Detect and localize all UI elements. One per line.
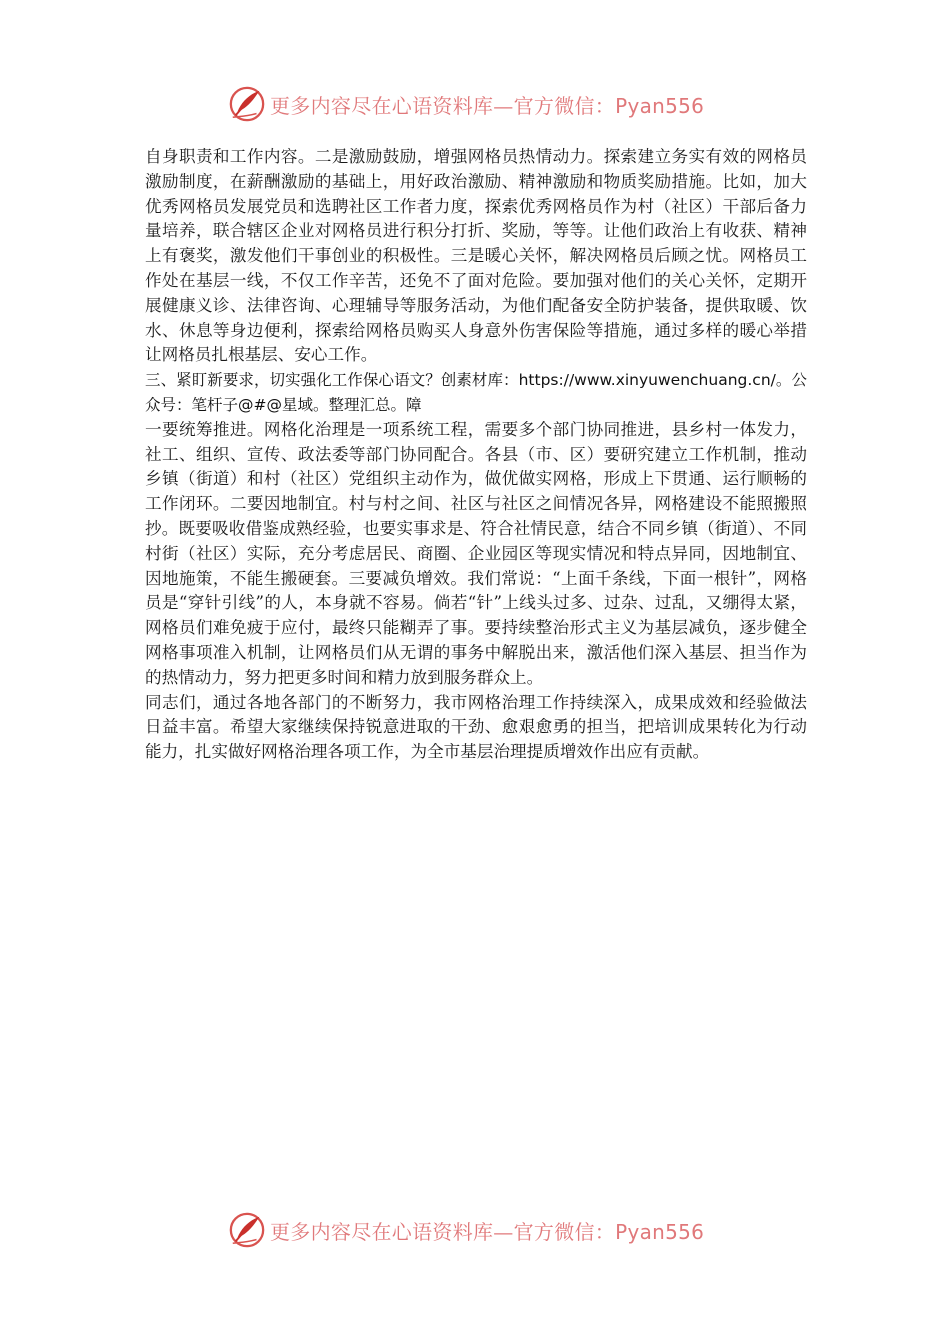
footer-banner (228, 1210, 748, 1250)
paragraph: 自身职责和工作内容。二是激励鼓励，增强网格员热情动力。探索建立务实有效的网格员激励制度，在薪酬激励的基础上，用好政治激励、精神激励和物质奖励措施。比如，加大优秀网格员发展党员和选聘社区工作者力度，探索优秀网格员作为村（社区）干部后备力量培养，联合辖区企业对网格员进行积分打折、奖励，等等。让他们政治上有收获、精神上有褒奖，激发他们干事创业的积极性。三是暖心关怀，解决网格员后顾之忧。网格员工作处在基层一线，不仅工作辛苦，还免不了面对危险。要加强对他们的关心关怀，定期开展健康义诊、法律咨询、心理辅导等服务活动，为他们配备安全防护装备，提供取暖、饮水、休息等身边便利，探索给网格员购买人身意外伤害保险等措施，通过多样的暖心举措让网格员扎根基层、安心工作。 (145, 147, 807, 365)
wechat-id: Pyan556 (615, 93, 705, 118)
paragraph: 同志们，通过各地各部门的不断努力，我市网格治理工作持续深入，成果成效和经验做法日益丰富。希望大家继续保持锐意进取的干劲、愈艰愈勇的担当，把培训成果转化为行动能力，扎实做好网格治理各项工作，为全市基层治理提质增效作出应有贡献。 (145, 692, 807, 762)
wechat-id: Pyan556 (615, 1219, 705, 1244)
paragraph: 一要统筹推进。网格化治理是一项系统工程，需要多个部门协同推进，县乡村一体发力，社工、组织、宣传、政法委等部门协同配合。各县（市、区）要研究建立工作机制，推动乡镇（街道）和村（社区）党组织主动作为，做优做实网格，形成上下贯通、运行顺畅的工作闭环。二要因地制宜。村与村之间、社区与社区之间情况各异，网格建设不能照搬照抄。既要吸收借鉴成熟经验，也要实事求是、符合社情民意，结合不同乡镇（街道）、不同村街（社区）实际，充分考虑居民、商圈、企业园区等现实情况和特点异同，因地制宜、因地施策，不能生搬硬套。三要减负增效。我们常说：“上面千条线，下面一根针”，网格员是“穿针引线”的人，本身就不容易。倘若“针”上线头过多、过杂、过乱，又绷得太紧，网格员们难免疲于应付，最终只能糊弄了事。要持续整治形式主义为基层减负，逐步健全网格事项准入机制，让网格员们从无谓的事务中解脱出来，激活他们深入基层、担当作为的热情动力，努力把更多时间和精力放到服务群众上。 (145, 419, 807, 687)
document-body (145, 145, 807, 765)
quill-pen-logo-icon (228, 1211, 266, 1249)
section-heading: 三、紧盯新要求，切实强化工作保心语文？创素材库：https://www.xinyuwenchuang.cn/。公众号：笔杆子@#@星域。整理汇总。障 (145, 371, 807, 414)
header-banner (228, 84, 748, 124)
banner-text: 更多内容尽在心语资料库—官方微信：Pyan556 (270, 93, 705, 118)
quill-pen-logo-icon (228, 85, 266, 123)
banner-text: 更多内容尽在心语资料库—官方微信：Pyan556 (270, 1219, 705, 1244)
